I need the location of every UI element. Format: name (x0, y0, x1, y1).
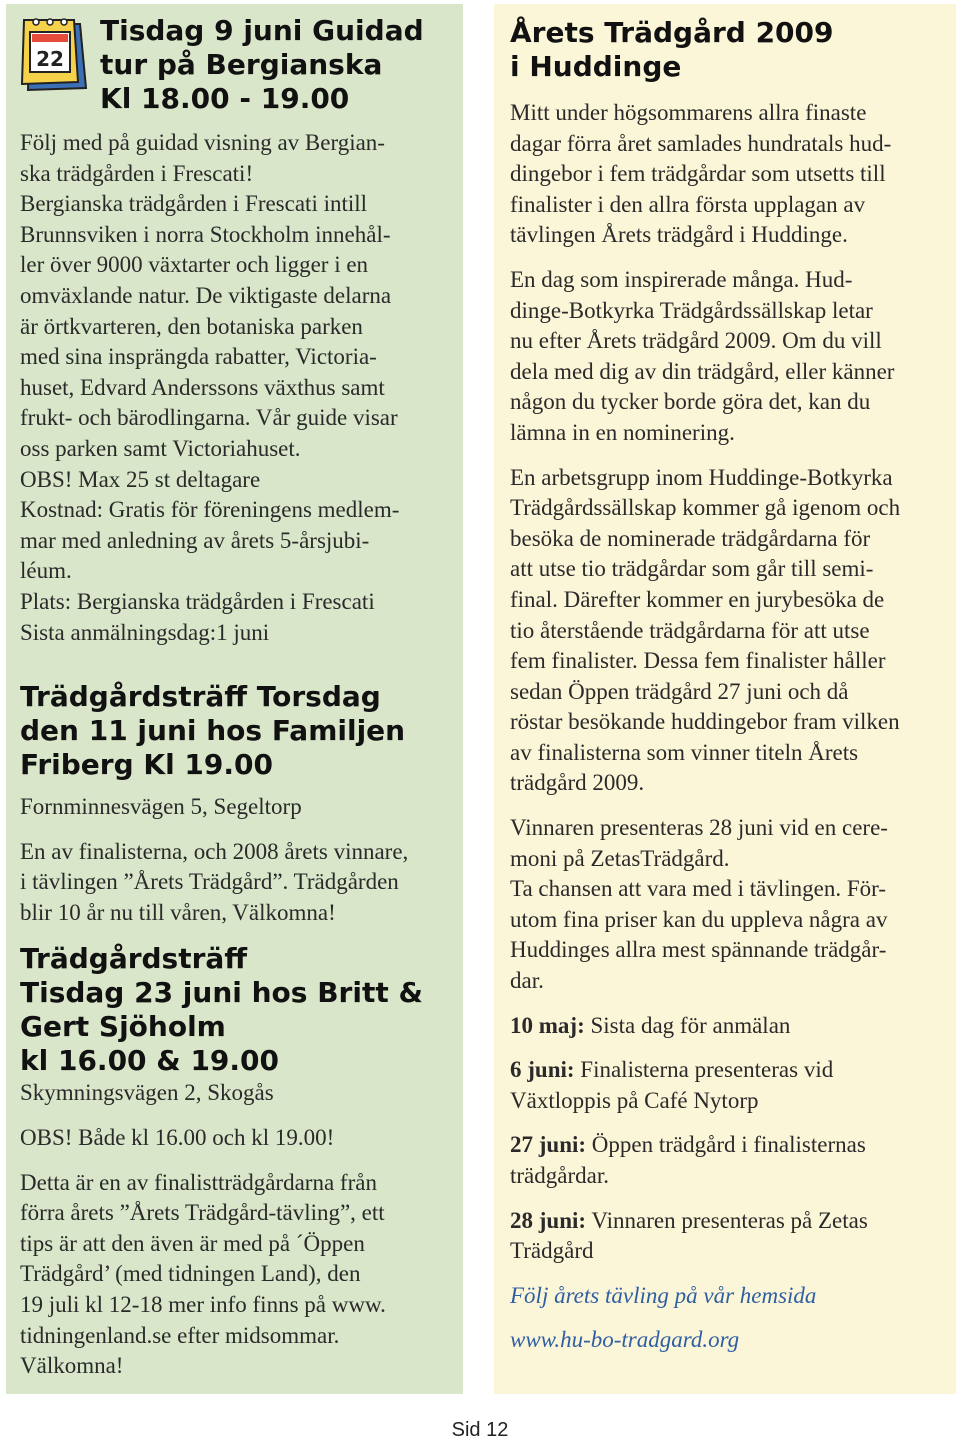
event3-heading: Trädgårdsträff Tisdag 23 juni hos Britt & Gert Sjöholm kl 16.00 & 19.00 (20, 942, 423, 1078)
event2-body: En av finalisterna, och 2008 årets vinnare, i tävlingen ”Årets Trädgård”. Trädgården blir 10 år nu till våren, Välkomna! (20, 838, 409, 925)
website-link[interactable]: www.hu-bo-tradgard.org (510, 1327, 740, 1353)
date-item-2: 6 juni: Finalisterna presenteras vid Växtloppis på Café Nytorp (510, 1057, 834, 1113)
calendar-icon (14, 10, 92, 96)
date-item-3: 27 juni: Öppen trädgård i finalisternas trädgårdar. (510, 1132, 866, 1188)
event2-address: Fornminnesvägen 5, Segeltorp (20, 794, 302, 820)
right-column (494, 4, 956, 1394)
follow-text: Följ årets tävling på vår hemsida (510, 1282, 817, 1308)
left-column (6, 4, 463, 1394)
event2-heading: Trädgårdsträff Torsdag den 11 juni hos Familjen Friberg Kl 19.00 (20, 680, 406, 782)
calendar-number: 22 (36, 47, 64, 71)
event3-obs: OBS! Både kl 16.00 och kl 19.00! (20, 1125, 335, 1151)
event3-body: Detta är en av finalistträdgårdarna från förra årets ”Årets Trädgård-tävling”, ett tips är att den även är med på ´Öppen Trädgård’ (med tidningen Land), den 19 juli kl 12-18 mer info finns på www. tidningenland.se efter midsommar. Välkomna! (20, 1169, 386, 1379)
event3-address: Skymningsvägen 2, Skogås (20, 1080, 274, 1106)
competition-paragraph-1: Mitt under högsommarens allra finaste dagar förra året samlades hundratals hud- dingebor i fem trädgårdar som utsetts till finalister i den allra första upplagan av tävlingen Årets trädgård i Huddinge. (510, 100, 892, 248)
competition-paragraph-3: En arbetsgrupp inom Huddinge-Botkyrka Trädgårdssällskap kommer gå igenom och besöka de nominerade trädgårdarna för att utse tio trädgårdar som går till semi- final. Därefter kommer en jurybesöka de tio återstående trädgårdarna för att utse fem finalister. Dessa fem finalister håller sedan Öppen trädgård 27 juni och då röstar besökande huddingebor fram vilken av finalisterna som vinner titeln Årets trädgård 2009. (510, 464, 901, 796)
competition-heading: Årets Trädgård 2009 i Huddinge (510, 16, 834, 83)
date-item-1: 10 maj: Sista dag för anmälan (510, 1012, 791, 1038)
competition-paragraph-2: En dag som inspirerade många. Hud- dinge-Botkyrka Trädgårdssällskap letar nu efter Årets trädgård 2009. Om du vill dela med dig av din trädgård, eller känner någon du tycker borde göra det, kan du lämna in en nominering. (510, 266, 895, 445)
date-item-4: 28 juni: Vinnaren presenteras på Zetas Trädgård (510, 1207, 868, 1264)
page-number: Sid 12 (451, 1419, 509, 1441)
competition-paragraph-4: Vinnaren presenteras 28 juni vid en cere- moni på ZetasTrädgård. Ta chansen att vara med i tävlingen. För- utom fina priser kan du uppleva några av Huddinges allra mest spännande trädgår- dar. (510, 815, 888, 994)
event1-body: Följ med på guidad visning av Bergian- ska trädgården i Frescati! Bergianska trädgården i Frescati intill Brunnsviken i norra Stockholm innehål- ler över 9000 växtarter och ligger i en omväxlande natur. De viktigaste delarna är örtkvarteren, den botaniska parken med sina insprängda rabatter, Victoria- huset, Edvard Anderssons växthus samt frukt- och bärodlingarna. Vår guide visar oss parken samt Victoriahuset. OBS! Max 25 st deltagare Kostnad: Gratis för föreningens medlem- mar med anledning av årets 5-årsjubi- léum. Plats: Bergianska trädgården i Frescati Sista anmälningsdag:1 juni (20, 130, 400, 645)
event1-heading: Tisdag 9 juni Guidad tur på Bergianska Kl 18.00 - 19.00 (100, 14, 424, 115)
